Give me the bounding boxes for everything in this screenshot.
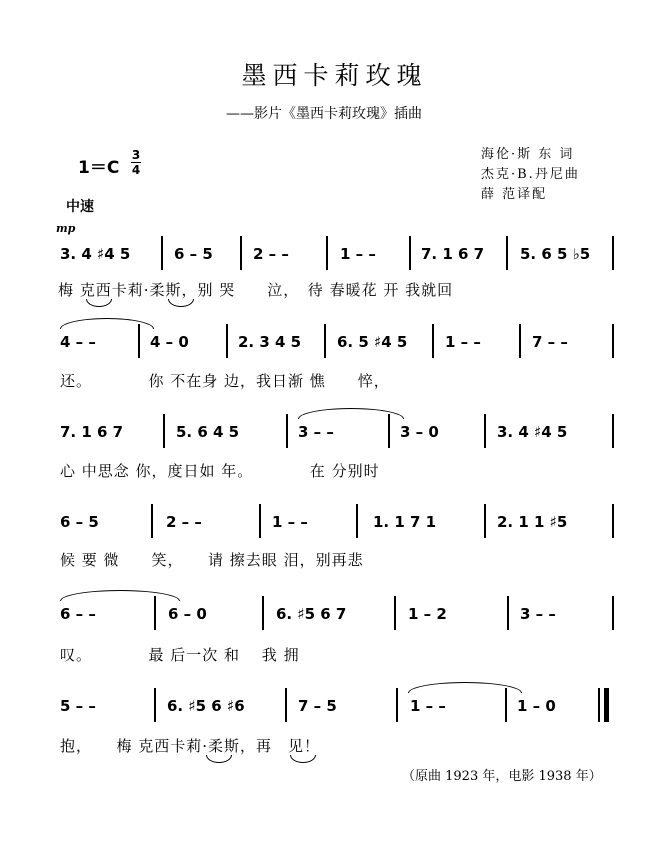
barline bbox=[161, 236, 163, 270]
barline bbox=[154, 596, 156, 630]
lyric-slur bbox=[206, 755, 232, 763]
lyrics-line-6: 抱， 梅 克西卡莉·柔斯，再 见！ bbox=[60, 737, 321, 755]
measure: 1 – – bbox=[410, 697, 446, 715]
barline bbox=[612, 596, 614, 630]
lyric-slur bbox=[168, 299, 194, 307]
dynamic-marking: mp bbox=[56, 222, 76, 235]
barline bbox=[388, 414, 390, 448]
score-line-2 bbox=[0, 316, 669, 368]
measure: 4 – 0 bbox=[150, 333, 189, 351]
score-line-3 bbox=[0, 406, 669, 458]
lyrics-line-5: 叹。 最 后一次 和 我 拥 bbox=[60, 646, 300, 664]
barline bbox=[163, 414, 165, 448]
time-signature-bottom: 4 bbox=[131, 163, 141, 177]
measure: 6 – 5 bbox=[174, 245, 213, 263]
barline bbox=[409, 236, 411, 270]
measure: 7 – 5 bbox=[298, 697, 337, 715]
final-barline-thin bbox=[598, 688, 600, 722]
barline bbox=[324, 324, 326, 358]
measure: 3. 4 ♯4 5 bbox=[497, 423, 568, 441]
measure: 1. 1 7 1 bbox=[373, 513, 437, 531]
lyrics-line-2: 还。 你 不在身 边，我日渐 憔 悴， bbox=[60, 372, 390, 390]
barline bbox=[259, 504, 261, 538]
measure: 1 – – bbox=[272, 513, 308, 531]
barline bbox=[519, 324, 521, 358]
measure: 3 – – bbox=[298, 423, 334, 441]
measure: 3. 4 ♯4 5 bbox=[60, 245, 131, 263]
measure: 6. ♯5 6 7 bbox=[276, 605, 347, 623]
score-line-1 bbox=[0, 228, 669, 280]
barline bbox=[396, 688, 398, 722]
credit-composer: 杰克·B.丹尼曲 bbox=[481, 167, 580, 182]
lyrics-line-3: 心 中思念 你，度日如 年。 在 分别时 bbox=[60, 462, 380, 480]
barline bbox=[356, 504, 358, 538]
barline bbox=[612, 414, 614, 448]
measure: 5 – – bbox=[60, 697, 96, 715]
barline bbox=[286, 414, 288, 448]
measure: 1 – – bbox=[445, 333, 481, 351]
tempo-marking: 中速 bbox=[66, 199, 94, 215]
score-line-6 bbox=[0, 680, 669, 732]
lyrics-line-1: 梅 克西卡莉·柔斯，别 哭 泣， 待 春暖花 开 我就回 bbox=[58, 281, 454, 299]
barline bbox=[394, 596, 396, 630]
barline bbox=[138, 324, 140, 358]
barline bbox=[226, 324, 228, 358]
score-line-5 bbox=[0, 588, 669, 640]
measure: 7. 1 6 7 bbox=[421, 245, 485, 263]
final-barline-thick bbox=[604, 688, 609, 722]
measure: 6 – 0 bbox=[168, 605, 207, 623]
measure: 1 – 0 bbox=[517, 697, 556, 715]
time-signature-top: 3 bbox=[131, 148, 141, 162]
barline bbox=[507, 596, 509, 630]
lyrics-line-4: 候 要 微 笑， 请 擦去眼 泪，别再悲 bbox=[60, 551, 364, 569]
tie bbox=[60, 590, 180, 601]
measure: 1 – 2 bbox=[408, 605, 447, 623]
measure: 5. 6 5 ♭5 bbox=[520, 245, 591, 263]
barline bbox=[484, 414, 486, 448]
barline bbox=[285, 688, 287, 722]
barline bbox=[262, 596, 264, 630]
barline bbox=[326, 236, 328, 270]
measure: 1 – – bbox=[340, 245, 376, 263]
measure: 2. 1 1 ♯5 bbox=[497, 513, 568, 531]
measure: 2. 3 4 5 bbox=[238, 333, 302, 351]
measure: 7 – – bbox=[532, 333, 568, 351]
measure: 6 – 5 bbox=[60, 513, 99, 531]
barline bbox=[154, 688, 156, 722]
barline bbox=[505, 688, 507, 722]
credit-lyricist: 海伦·斯 东 词 bbox=[481, 147, 575, 162]
barline bbox=[240, 236, 242, 270]
time-signature bbox=[131, 149, 141, 176]
barline bbox=[612, 236, 614, 270]
measure: 2 – – bbox=[166, 513, 202, 531]
footnote: （原曲 1923 年，电影 1938 年） bbox=[402, 769, 602, 784]
measure: 7. 1 6 7 bbox=[60, 423, 124, 441]
measure: 6. ♯5 6 ♯6 bbox=[167, 697, 245, 715]
score-line-4 bbox=[0, 496, 669, 548]
barline bbox=[432, 324, 434, 358]
lyric-slur bbox=[290, 755, 316, 763]
barline bbox=[484, 504, 486, 538]
measure: 2 – – bbox=[253, 245, 289, 263]
measure: 3 – 0 bbox=[400, 423, 439, 441]
measure: 5. 6 4 5 bbox=[176, 423, 240, 441]
measure: 6. 5 ♯4 5 bbox=[337, 333, 408, 351]
measure: 4 – – bbox=[60, 333, 96, 351]
barline bbox=[612, 504, 614, 538]
lyric-slur bbox=[86, 299, 112, 307]
measure: 3 – – bbox=[520, 605, 556, 623]
measure: 6 – – bbox=[60, 605, 96, 623]
barline bbox=[151, 504, 153, 538]
key-signature: 1＝C bbox=[78, 158, 120, 178]
credit-translator: 薛 范译配 bbox=[481, 187, 548, 202]
song-subtitle: ——影片《墨西卡莉玫瑰》插曲 bbox=[226, 106, 422, 122]
barline bbox=[612, 324, 614, 358]
song-title: 墨西卡莉玫瑰 bbox=[241, 61, 428, 90]
barline bbox=[506, 236, 508, 270]
